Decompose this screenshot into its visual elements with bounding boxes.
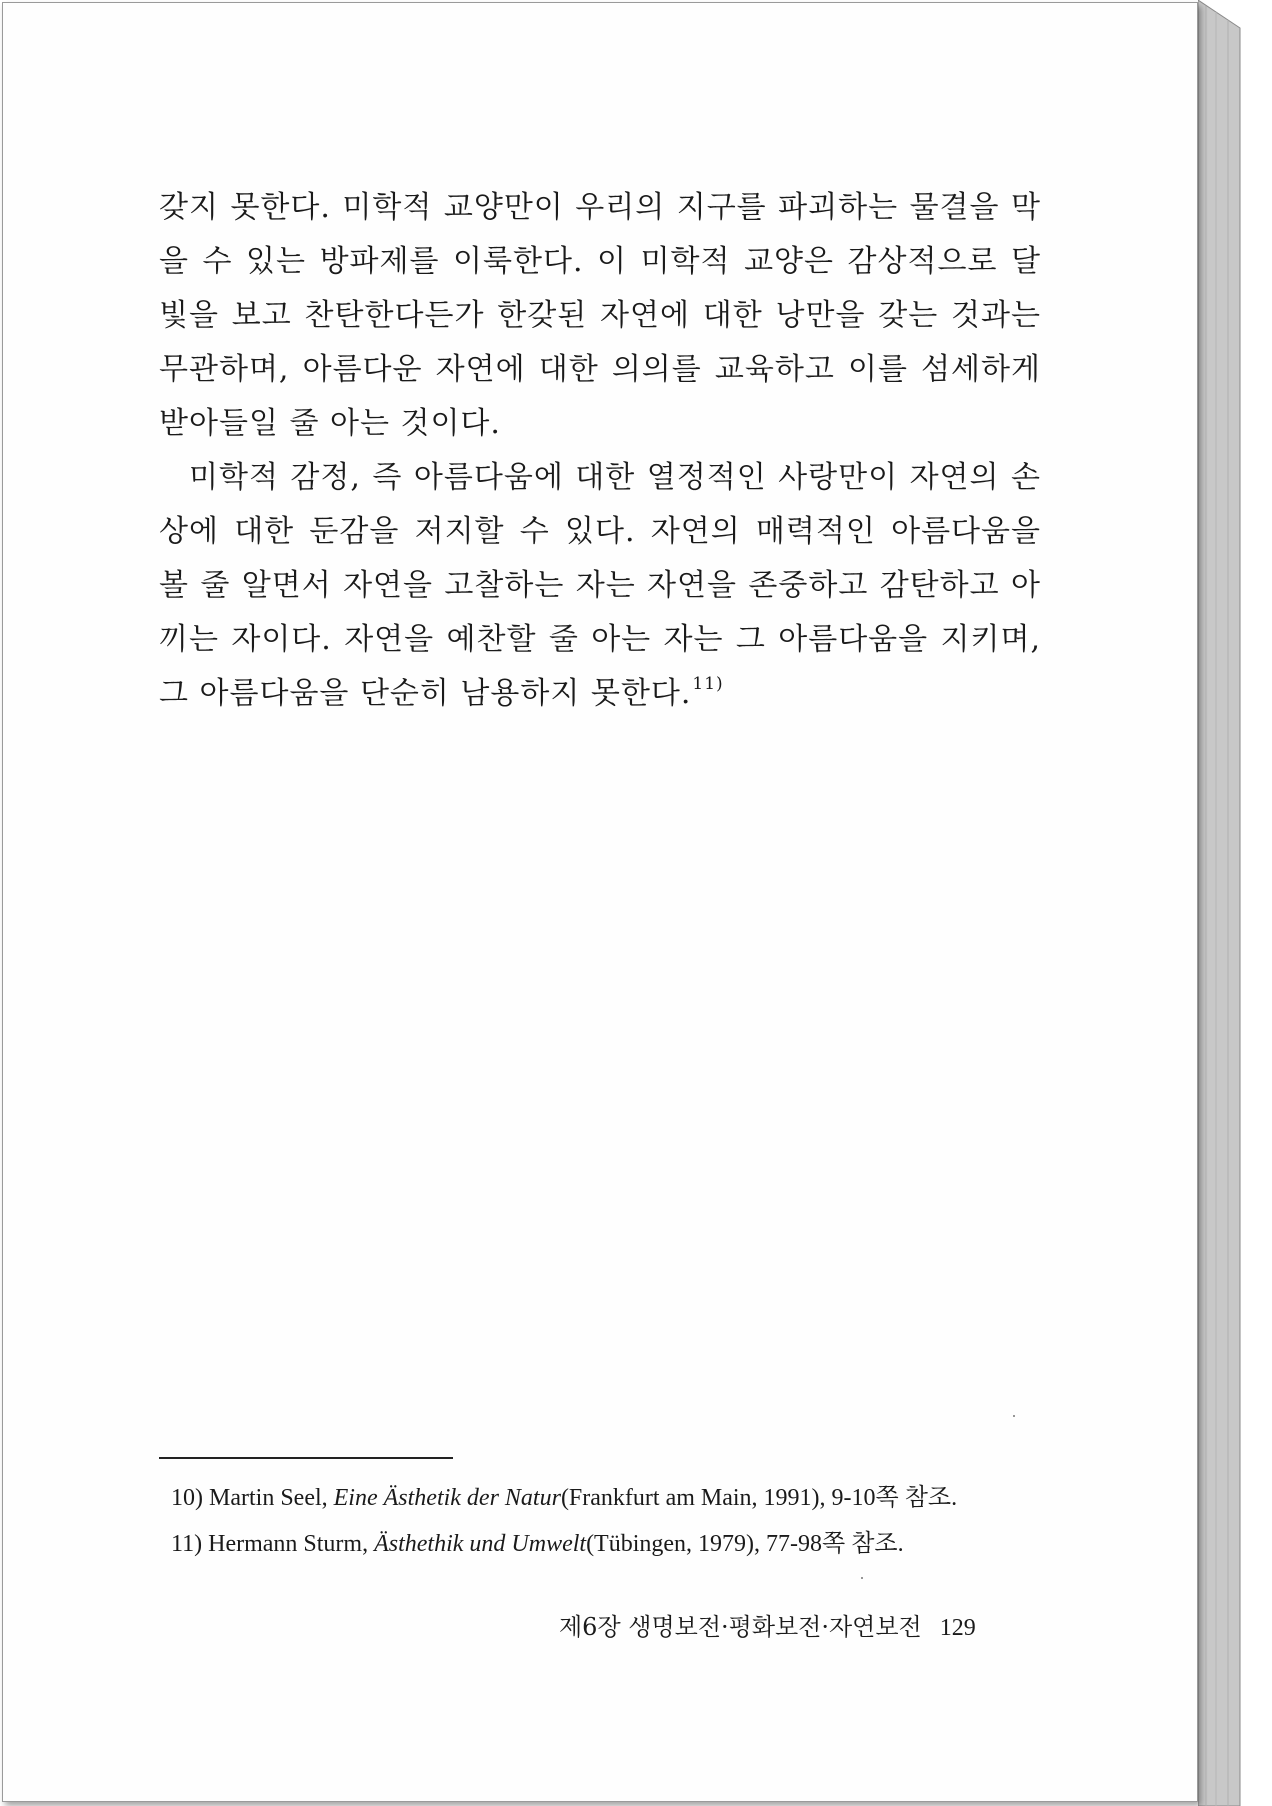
- footnote-title: Ästhethik und Umwelt: [374, 1531, 587, 1557]
- footnote-title: Eine Ästhetik der Natur: [333, 1485, 561, 1511]
- scan-speck: [861, 1577, 863, 1579]
- scan-speck: [1013, 1415, 1015, 1417]
- running-footer: [559, 1607, 1009, 1642]
- footnote-number: 11): [171, 1531, 203, 1557]
- footnote-author: Martin Seel,: [209, 1485, 328, 1511]
- footnotes: [171, 1475, 1051, 1567]
- footnote-divider: [159, 1457, 453, 1459]
- footnote-author: Hermann Sturm,: [208, 1531, 369, 1557]
- page-stack-shape: [1198, 0, 1272, 1806]
- book-page: [2, 2, 1198, 1802]
- paragraph-2: [159, 451, 1041, 721]
- footnote-10: [171, 1475, 1051, 1521]
- page-number: 129: [939, 1615, 976, 1641]
- footnote-number: 10): [171, 1485, 203, 1511]
- body-text: [159, 181, 1041, 721]
- paragraph-1: 갖지 못한다. 미학적 교양만이 우리의 지구를 파괴하는 물결을 막을 수 있는 방파제를 이룩한다. 이 미학적 교양은 감상적으로 달빛을 보고 찬탄한다든가 한갖된 자연에 대한 낭만을 갖는 것과는 무관하며, 아름다운 자연에 대한 의의를 교육하고 이를 섬세하게 받아들일 줄 아는 것이다.: [159, 190, 1041, 441]
- footnote-publication: (Tübingen, 1979), 77-98쪽 참조.: [586, 1531, 904, 1557]
- footnote-11: [171, 1521, 1051, 1567]
- paragraph-2-text: 미학적 감정, 즉 아름다움에 대한 열정적인 사랑만이 자연의 손상에 대한 둔감을 저지할 수 있다. 자연의 매력적인 아름다움을 볼 줄 알면서 자연을 고찰하는 자는 자연을 존중하고 감탄하고 아끼는 자이다. 자연을 예찬할 줄 아는 자는 그 아름다움을 지키며, 그 아름다움을 단순히 남용하지 못한다.: [159, 460, 1041, 711]
- chapter-title: 제6장 생명보전·평화보전·자연보전: [559, 1613, 922, 1641]
- footnote-publication: (Frankfurt am Main, 1991), 9-10쪽 참조.: [560, 1485, 958, 1511]
- footnote-reference: 11): [692, 674, 724, 694]
